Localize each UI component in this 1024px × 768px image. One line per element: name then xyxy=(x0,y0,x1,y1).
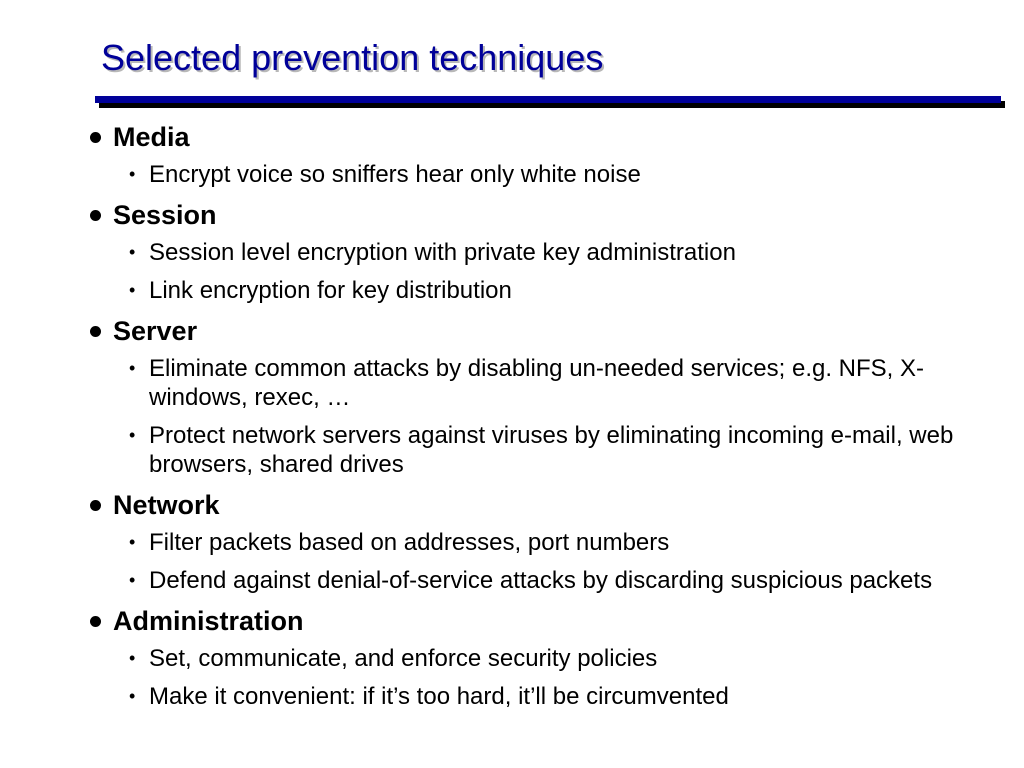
sub-bullet xyxy=(88,354,988,412)
sub-bullet xyxy=(88,160,988,189)
round-bullet-icon xyxy=(90,616,101,627)
sub-bullet xyxy=(88,528,988,557)
small-bullet-icon: • xyxy=(129,280,136,300)
bullet-heading xyxy=(88,120,988,154)
small-bullet-icon: • xyxy=(129,532,136,552)
sub-bullet xyxy=(88,421,988,479)
section-session xyxy=(88,198,988,305)
sub-bullet-text: Encrypt voice so sniffers hear only white noise xyxy=(149,161,641,188)
heading-text: Media xyxy=(113,122,190,152)
section-network xyxy=(88,488,988,595)
sub-bullet xyxy=(88,276,988,305)
bullet-heading xyxy=(88,488,988,522)
section-server xyxy=(88,314,988,479)
small-bullet-icon: • xyxy=(129,358,136,378)
sub-bullet-text: Protect network servers against viruses by eliminating incoming e-mail, web browsers, shared drives xyxy=(149,422,954,478)
sub-bullet-text: Session level encryption with private key administration xyxy=(149,239,736,266)
small-bullet-icon: • xyxy=(129,686,136,706)
bullet-heading xyxy=(88,198,988,232)
sub-bullet xyxy=(88,566,988,595)
round-bullet-icon xyxy=(90,500,101,511)
sub-bullet xyxy=(88,682,988,711)
title-rule xyxy=(95,96,1001,103)
sub-bullet-text: Make it convenient: if it’s too hard, it’ll be circumvented xyxy=(149,683,729,710)
slide-title: Selected prevention techniques xyxy=(101,37,604,78)
small-bullet-icon: • xyxy=(129,242,136,262)
round-bullet-icon xyxy=(90,132,101,143)
sub-bullet-text: Link encryption for key distribution xyxy=(149,277,512,304)
small-bullet-icon: • xyxy=(129,648,136,668)
small-bullet-icon: • xyxy=(129,425,136,445)
bullet-list xyxy=(88,120,988,720)
heading-text: Session xyxy=(113,200,217,230)
round-bullet-icon xyxy=(90,326,101,337)
section-administration xyxy=(88,604,988,711)
heading-text: Administration xyxy=(113,606,304,636)
sub-bullet-text: Set, communicate, and enforce security policies xyxy=(149,645,658,672)
bullet-heading xyxy=(88,314,988,348)
sub-bullet xyxy=(88,644,988,673)
bullet-heading xyxy=(88,604,988,638)
heading-text: Network xyxy=(113,490,220,520)
round-bullet-icon xyxy=(90,210,101,221)
sub-bullet-text: Defend against denial-of-service attacks by discarding suspicious packets xyxy=(149,567,933,594)
sub-bullet-text: Eliminate common attacks by disabling un-needed services; e.g. NFS, X-windows, rexec, … xyxy=(149,355,925,411)
sub-bullet xyxy=(88,238,988,267)
sub-bullet-text: Filter packets based on addresses, port numbers xyxy=(149,529,670,556)
section-media xyxy=(88,120,988,189)
small-bullet-icon: • xyxy=(129,164,136,184)
small-bullet-icon: • xyxy=(129,570,136,590)
heading-text: Server xyxy=(113,316,198,346)
